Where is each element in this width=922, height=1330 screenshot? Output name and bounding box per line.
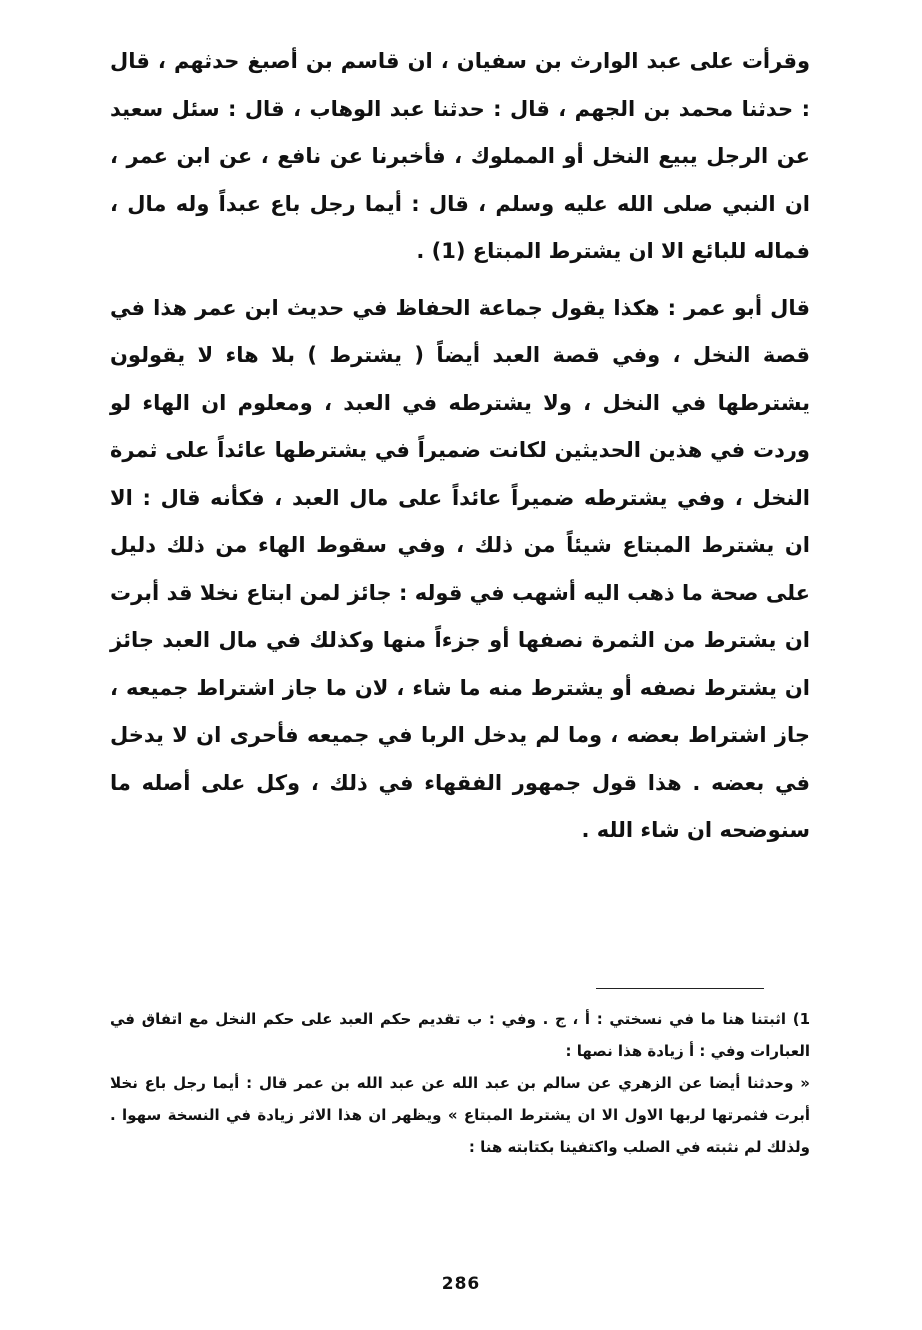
page-number: 286 [441,1274,481,1294]
main-text [110,38,810,855]
paragraph-commentary: قال أبو عمر : هكذا يقول جماعة الحفاظ في حديث ابن عمر هذا في قصة النخل ، وفي قصة العبد أيضاً ( يشترط ) بلا هاء لا يقولون يشترطها في النخل ، ولا يشترطه في العبد ، ومعلوم ان الهاء لو وردت في هذين الحديثين لكانت ضميراً في يشترطها عائداً على ثمرة النخل ، وفي يشترطه ضميراً عائداً على مال العبد ، فكأنه قال : الا ان يشترط المبتاع شيئاً من ذلك ، وفي سقوط الهاء من ذلك دليل على صحة ما ذهب اليه أشهب في قوله : جائز لمن ابتاع نخلا قد أبرت ان يشترط من الثمرة نصفها أو جزءاً منها وكذلك في مال العبد جائز ان يشترط نصفه أو يشترط منه ما شاء ، لان ما جاز اشتراط جميعه ، جاز اشتراط بعضه ، وما لم يدخل الربا في جميعه فأحرى ان لا يدخل في بعضه . هذا قول جمهور الفقهاء في ذلك ، وكل على أصله ما سنوضحه ان شاء الله . [110,295,810,842]
footnote-divider [596,988,764,989]
paragraph-hadith: وقرأت على عبد الوارث بن سفيان ، ان قاسم بن أصبغ حدثهم ، قال : حدثنا محمد بن الجهم ، قال : حدثنا عبد الوهاب ، قال : سئل سعيد عن الرجل يبيع النخل أو المملوك ، فأخبرنا عن نافع ، عن ابن عمر ، ان النبي صلى الله عليه وسلم ، قال : أيما رجل باع عبداً وله مال ، فماله للبائع الا ان يشترط المبتاع (1) . [110,49,810,263]
footnote-1-quote: « وحدثنا أيضا عن الزهري عن سالم بن عبد الله عن عبد الله بن عمر قال : أيما رجل باع نخلا أبرت فثمرتها لربها الاول الا ان يشترط المبتاع » ويظهر ان هذا الاثر زيادة في النسخة سهوا . ولذلك لم نثبته في الصلب واكتفينا بكتابته هنا : [110,1074,810,1156]
footnote-1: 1) اثبتنا هنا ما في نسختي : أ ، ج . وفي : ب تقديم حكم العبد على حكم النخل مع اتفاق في العبارات وفي : أ زيادة هذا نصها : [110,1010,810,1060]
footnotes [110,1003,810,1163]
